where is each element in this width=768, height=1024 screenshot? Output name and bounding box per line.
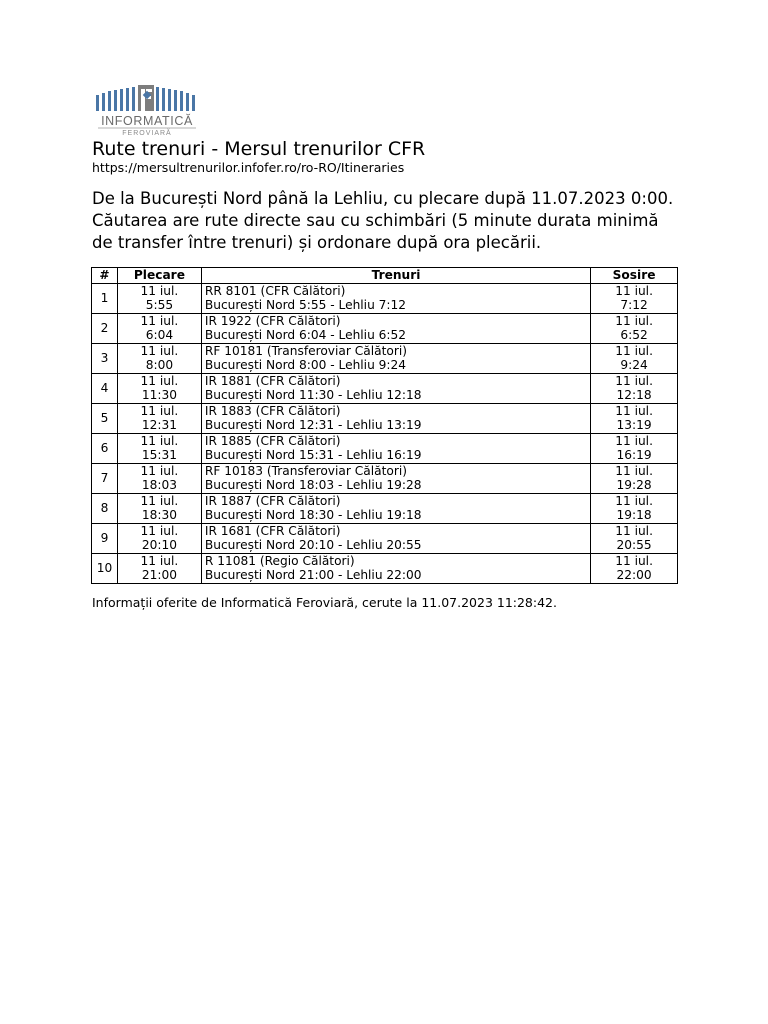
departure-time: 18:03: [141, 478, 177, 492]
arrival-time: 13:19: [616, 418, 652, 432]
trains-cell: [201, 283, 590, 313]
arrival-date: 11 iul.: [615, 553, 653, 568]
arrival-time: 19:18: [616, 508, 652, 522]
arrival-cell: [591, 433, 678, 463]
column-header-departure: Plecare: [117, 268, 201, 284]
departure-time: 8:00: [145, 358, 174, 372]
departure-time: 5:55: [145, 298, 174, 312]
departure-time: 11:30: [141, 388, 177, 402]
trains-cell: [201, 433, 590, 463]
footer-note: Informații oferite de Informatică Feroviară, cerute la 11.07.2023 11:28:42.: [92, 595, 557, 610]
row-number: 7: [92, 463, 118, 493]
train-name: IR 1885 (CFR Călători): [204, 433, 341, 448]
logo-name: INFORMATICĂ: [101, 114, 193, 128]
train-route: București Nord 5:55 - Lehliu 7:12: [204, 298, 407, 312]
train-name: RR 8101 (CFR Călători): [204, 283, 346, 298]
trains-cell: [201, 523, 590, 553]
arrival-date: 11 iul.: [615, 493, 653, 508]
train-route: București Nord 8:00 - Lehliu 9:24: [204, 358, 407, 372]
train-route: București Nord 20:10 - Lehliu 20:55: [204, 538, 422, 552]
departure-date: 11 iul.: [140, 433, 179, 448]
trains-cell: [201, 553, 590, 583]
departure-date: 11 iul.: [140, 553, 179, 568]
arrival-time: 22:00: [616, 568, 652, 582]
page-title: Rute trenuri - Mersul trenurilor CFR: [92, 138, 426, 160]
arrival-time: 6:52: [620, 328, 648, 342]
table-row: [92, 523, 678, 553]
train-name: IR 1883 (CFR Călători): [204, 403, 341, 418]
arrival-time: 9:24: [620, 358, 648, 372]
table-row: [92, 553, 678, 583]
departure-cell: [117, 553, 201, 583]
arrival-time: 19:28: [616, 478, 652, 492]
departure-date: 11 iul.: [140, 523, 179, 538]
arrival-date: 11 iul.: [615, 463, 653, 478]
row-number: 6: [92, 433, 118, 463]
arrival-cell: [591, 313, 678, 343]
column-header-number: #: [92, 268, 118, 284]
train-route: București Nord 21:00 - Lehliu 22:00: [204, 568, 422, 582]
departure-date: 11 iul.: [140, 493, 179, 508]
train-route: București Nord 12:31 - Lehliu 13:19: [204, 418, 422, 432]
train-name: IR 1922 (CFR Călători): [204, 313, 341, 328]
column-header-arrival: Sosire: [591, 268, 678, 284]
arrival-date: 11 iul.: [615, 433, 653, 448]
train-name: IR 1887 (CFR Călători): [204, 493, 341, 508]
train-route: București Nord 18:03 - Lehliu 19:28: [204, 478, 422, 492]
departure-date: 11 iul.: [140, 403, 179, 418]
arrival-cell: [591, 343, 678, 373]
arrival-time: 12:18: [616, 388, 652, 402]
table-row: [92, 433, 678, 463]
departure-time: 15:31: [141, 448, 177, 462]
departure-cell: [117, 373, 201, 403]
train-name: R 11081 (Regio Călători): [204, 553, 355, 568]
train-name: IR 1881 (CFR Călători): [204, 373, 341, 388]
train-route: București Nord 18:30 - Lehliu 19:18: [204, 508, 422, 522]
departure-date: 11 iul.: [140, 463, 179, 478]
table-header-row: [92, 268, 678, 284]
departure-date: 11 iul.: [140, 313, 179, 328]
row-number: 1: [92, 283, 118, 313]
row-number: 3: [92, 343, 118, 373]
arrival-date: 11 iul.: [615, 343, 653, 358]
arrival-cell: [591, 523, 678, 553]
arrival-cell: [591, 493, 678, 523]
departure-cell: [117, 343, 201, 373]
table-row: [92, 283, 678, 313]
search-description: De la București Nord până la Lehliu, cu plecare după 11.07.2023 0:00. Căutarea are rute directe sau cu schimbări (5 minute durata minimă de transfer între trenuri) și ordonare după ora plecării.: [92, 189, 674, 252]
departure-time: 18:30: [141, 508, 177, 522]
departure-time: 20:10: [141, 538, 177, 552]
informatica-feroviara-logo: [94, 85, 200, 137]
trains-cell: [201, 493, 590, 523]
column-header-trains: Trenuri: [201, 268, 590, 284]
routes-table-body: [92, 283, 678, 583]
row-number: 10: [92, 553, 118, 583]
departure-time: 6:04: [145, 328, 174, 342]
arrival-date: 11 iul.: [615, 313, 653, 328]
row-number: 4: [92, 373, 118, 403]
arrival-cell: [591, 373, 678, 403]
trains-cell: [201, 403, 590, 433]
logo-if-mark: [138, 85, 154, 111]
arrival-date: 11 iul.: [615, 403, 653, 418]
arrival-date: 11 iul.: [615, 523, 653, 538]
arrival-date: 11 iul.: [615, 283, 653, 298]
table-row: [92, 463, 678, 493]
train-route: București Nord 6:04 - Lehliu 6:52: [204, 328, 407, 342]
table-row: [92, 373, 678, 403]
trains-cell: [201, 463, 590, 493]
arrival-cell: [591, 463, 678, 493]
arrival-time: 20:55: [616, 538, 652, 552]
trains-cell: [201, 373, 590, 403]
table-row: [92, 493, 678, 523]
departure-cell: [117, 433, 201, 463]
arrival-date: 11 iul.: [615, 373, 653, 388]
arrival-time: 16:19: [616, 448, 652, 462]
train-name: RF 10181 (Transferoviar Călători): [204, 343, 407, 358]
departure-date: 11 iul.: [140, 343, 179, 358]
departure-cell: [117, 493, 201, 523]
departure-date: 11 iul.: [140, 373, 179, 388]
train-name: RF 10183 (Transferoviar Călători): [204, 463, 407, 478]
train-name: IR 1681 (CFR Călători): [204, 523, 341, 538]
departure-cell: [117, 313, 201, 343]
departure-cell: [117, 523, 201, 553]
departure-time: 12:31: [141, 418, 177, 432]
row-number: 8: [92, 493, 118, 523]
arrival-cell: [591, 403, 678, 433]
routes-table: [91, 267, 678, 584]
trains-cell: [201, 313, 590, 343]
departure-cell: [117, 403, 201, 433]
table-row: [92, 403, 678, 433]
departure-cell: [117, 463, 201, 493]
row-number: 5: [92, 403, 118, 433]
arrival-time: 7:12: [620, 298, 648, 312]
row-number: 2: [92, 313, 118, 343]
departure-date: 11 iul.: [140, 283, 179, 298]
table-row: [92, 343, 678, 373]
table-row: [92, 313, 678, 343]
departure-time: 21:00: [141, 568, 177, 582]
row-number: 9: [92, 523, 118, 553]
arrival-cell: [591, 553, 678, 583]
train-route: București Nord 15:31 - Lehliu 16:19: [204, 448, 422, 462]
page-url: https://mersultrenurilor.infofer.ro/ro-RO/Itineraries: [92, 160, 405, 175]
logo-subtitle: FEROVIARĂ: [122, 130, 172, 137]
trains-cell: [201, 343, 590, 373]
departure-cell: [117, 283, 201, 313]
arrival-cell: [591, 283, 678, 313]
train-route: București Nord 11:30 - Lehliu 12:18: [204, 388, 422, 402]
